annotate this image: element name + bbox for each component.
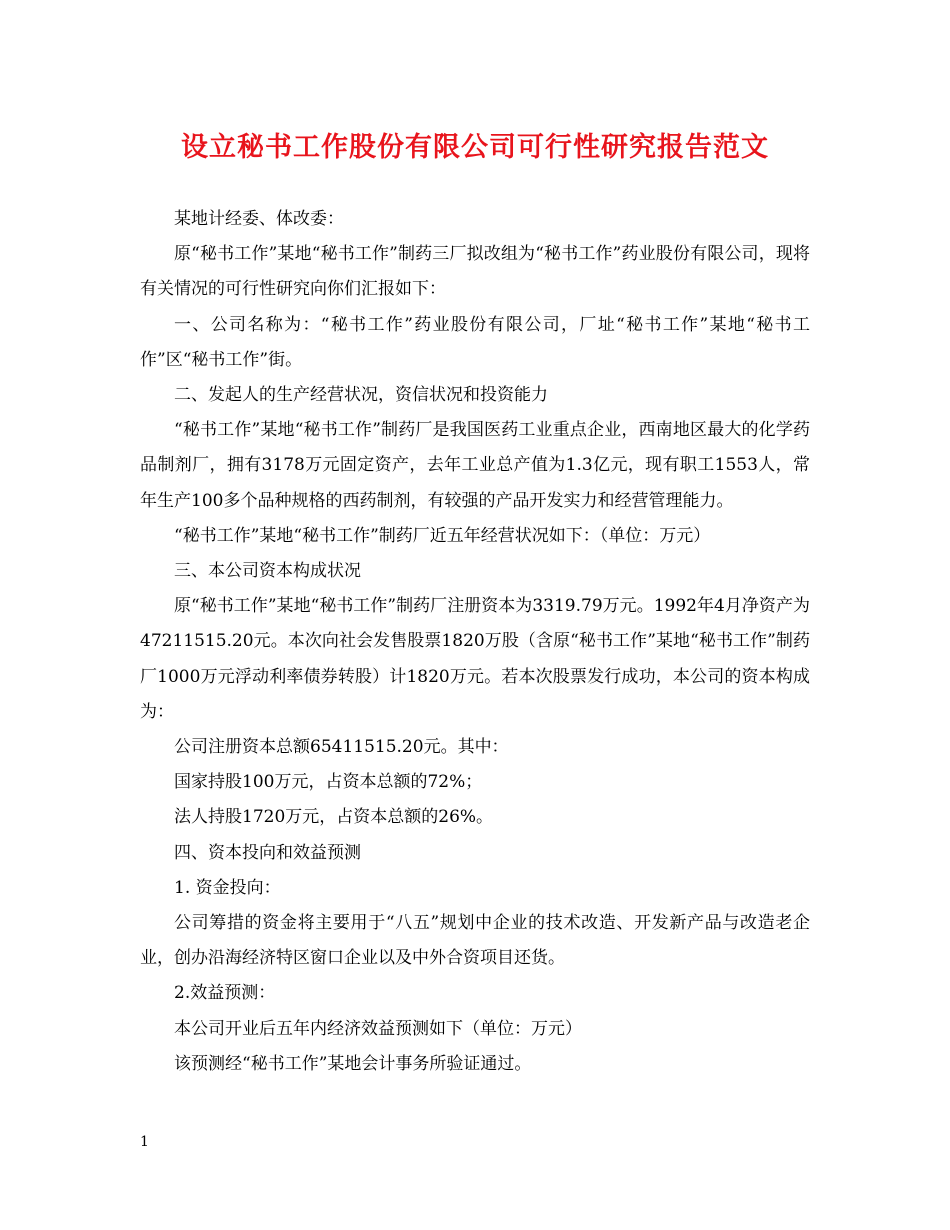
paragraph-fund-allocation: 公司筹措的资金将主要用于“八五”规划中企业的技术改造、开发新产品与改造老企业，创办沿海经济特区窗口企业以及中外合资项目还货。 xyxy=(140,913,810,969)
paragraph-company-name: 一、公司名称为：“秘书工作”药业股份有限公司，厂址“秘书工作”某地“秘书工作”区“秘书工作”街。 xyxy=(140,314,810,370)
subheading-benefit-forecast: 2.效益预测： xyxy=(174,983,276,1004)
document-title: 设立秘书工作股份有限公司可行性研究报告范文 xyxy=(181,132,769,163)
section-heading-founder: 二、发起人的生产经营状况，资信状况和投资能力 xyxy=(174,385,548,406)
section-heading-investment: 四、资本投向和效益预测 xyxy=(174,842,361,863)
paragraph-forecast-intro: 本公司开业后五年内经济效益预测如下（单位：万元） xyxy=(174,1018,582,1039)
paragraph-registered-capital: 公司注册资本总额65411515.20元。其中： xyxy=(174,737,509,758)
paragraph-operating-status: “秘书工作”某地“秘书工作”制药厂近五年经营状况如下：（单位：万元） xyxy=(174,525,711,546)
section-heading-capital: 三、本公司资本构成状况 xyxy=(174,561,361,582)
paragraph-salutation: 某地计经委、体改委： xyxy=(174,209,344,229)
subheading-fund-allocation: 1. 资金投向： xyxy=(174,877,281,898)
paragraph-forecast-verified: 该预测经“秘书工作”某地会计事务所验证通过。 xyxy=(174,1053,532,1074)
document-body xyxy=(140,202,810,1082)
paragraph-legal-person-shares: 法人持股1720万元，占资本总额的26%。 xyxy=(174,807,494,828)
page-number: 1 xyxy=(140,1134,149,1150)
paragraph-capital-details: 原“秘书工作”某地“秘书工作”制药厂注册资本为3319.79万元。1992年4月净资产为47211515.20元。本次向社会发售股票1820万股（含原“秘书工作”某地“秘书工作”制药厂1000万元浮动利率债券转股）计1820万元。若本次股票发行成功，本公司的资本构成为： xyxy=(140,596,810,722)
paragraph-founder-profile: “秘书工作”某地“秘书工作”制药厂是我国医药工业重点企业，西南地区最大的化学药品制剂厂，拥有3178万元固定资产，去年工业总产值为1.3亿元，现有职工1553人，常年生产100多个品种规格的西药制剂，有较强的产品开发实力和经营管理能力。 xyxy=(140,420,810,511)
paragraph-state-shares: 国家持股100万元，占资本总额的72%； xyxy=(174,772,483,793)
paragraph-intro: 原“秘书工作”某地“秘书工作”制药三厂拟改组为“秘书工作”药业股份有限公司，现将有关情况的可行性研究向你们汇报如下： xyxy=(140,244,810,300)
